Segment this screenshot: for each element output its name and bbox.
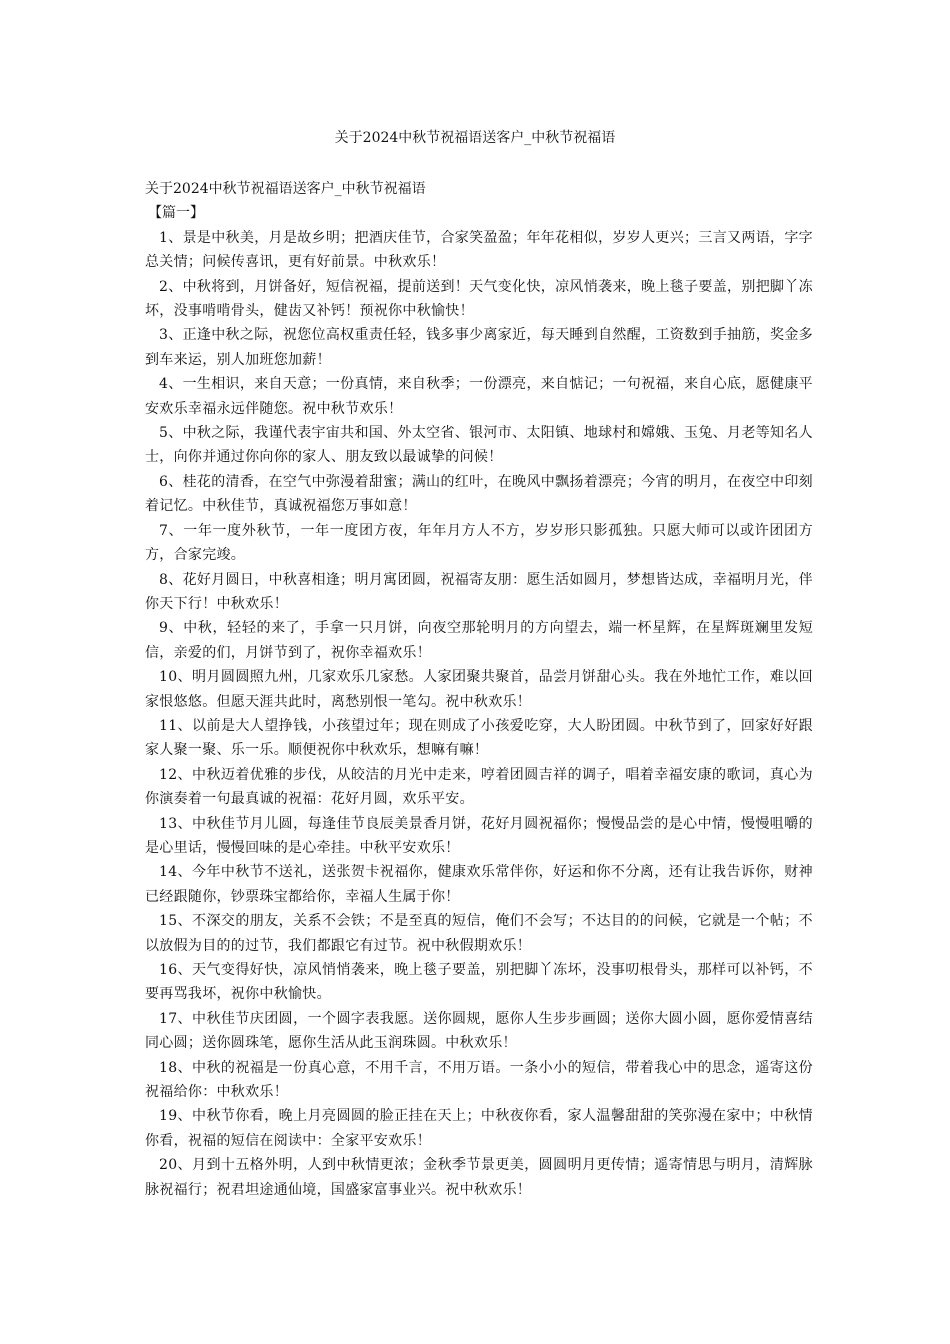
paragraph-13: 13、中秋佳节月儿圆，每逢佳节良辰美景香月饼，花好月圆祝福你；慢慢品尝的是心中情，慢慢咀嚼的是心里话，慢慢回味的是心牵挂。中秋平安欢乐！ <box>145 815 813 856</box>
paragraph-12: 12、中秋迈着优雅的步伐，从皎洁的月光中走来，哼着团圆吉祥的调子，唱着幸福安康的歌词，真心为你演奏着一句最真诚的祝福：花好月圆，欢乐平安。 <box>145 766 813 808</box>
paragraph-16: 16、天气变得好快，凉风悄悄袭来，晚上毯子要盖，别把脚丫冻坏，没事叨根骨头，那样可以补钙，不要再骂我坏，祝你中秋愉快。 <box>145 962 813 1003</box>
paragraph-17: 17、中秋佳节庆团圆，一个圆字表我愿。送你圆规，愿你人生步步画圆；送你大圆小圆，愿你爱情喜结同心圆；送你圆珠笔，愿你生活从此玉润珠圆。中秋欢乐！ <box>145 1010 813 1052</box>
paragraph-14: 14、今年中秋节不送礼，送张贺卡祝福你，健康欢乐常伴你，好运和你不分离，还有让我告诉你，财神已经跟随你，钞票珠宝都给你，幸福人生属于你！ <box>145 864 813 905</box>
paragraph-5: 5、中秋之际，我谨代表宇宙共和国、外太空省、银河市、太阳镇、地球村和嫦娥、玉兔、月老等知名人士，向你并通过你向你的家人、朋友致以最诚挚的问候！ <box>145 425 813 466</box>
paragraph-10: 10、明月圆圆照九州，几家欢乐几家愁。人家团聚共聚首，品尝月饼甜心头。我在外地忙工作，难以回家恨悠悠。但愿天涯共此时，离愁别恨一笔勾。祝中秋欢乐！ <box>145 669 813 710</box>
paragraph-7: 7、一年一度外秋节，一年一度团方夜，年年月方人不方，岁岁形只影孤独。只愿大师可以或许团团方方，合家完竣。 <box>145 522 813 564</box>
document-body <box>145 177 813 1202</box>
paragraph-6: 6、桂花的清香，在空气中弥漫着甜蜜；满山的红叶，在晚风中飘扬着漂亮；今宵的明月，在夜空中印刻着记忆。中秋佳节，真诚祝福您万事如意！ <box>145 473 813 515</box>
paragraph-1: 1、景是中秋美，月是故乡明；把酒庆佳节，合家笑盈盈；年年花相似，岁岁人更兴；三言又两语，字字总关情；问候传喜讯，更有好前景。中秋欢乐！ <box>145 229 813 271</box>
paragraph-18: 18、中秋的祝福是一份真心意，不用千言，不用万语。一条小小的短信，带着我心中的思念，遥寄这份祝福给你：中秋欢乐！ <box>145 1059 813 1101</box>
page-title: 关于2024中秋节祝福语送客户_中秋节祝福语 <box>334 130 616 146</box>
paragraph-15: 15、不深交的朋友，关系不会铁；不是至真的短信，俺们不会写；不达目的的问候，它就是一个帖；不以放假为目的的过节，我们都跟它有过节。祝中秋假期欢乐！ <box>145 913 813 954</box>
paragraph-20: 20、月到十五格外明，人到中秋情更浓；金秋季节景更美，圆圆明月更传情；遥寄情思与明月，清辉脉脉祝福行；祝君坦途通仙境，国盛家富事业兴。祝中秋欢乐！ <box>145 1157 813 1198</box>
paragraph-4: 4、一生相识，来自天意；一份真情，来自秋季；一份漂亮，来自惦记；一句祝福，来自心底，愿健康平安欢乐幸福永远伴随您。祝中秋节欢乐！ <box>145 376 813 417</box>
paragraph-3: 3、正逢中秋之际，祝您位高权重责任轻，钱多事少离家近，每天睡到自然醒，工资数到手抽筋，奖金多到车来运，别人加班您加薪！ <box>145 327 813 368</box>
document-subtitle: 关于2024中秋节祝福语送客户_中秋节祝福语 <box>145 181 426 197</box>
paragraph-19: 19、中秋节你看，晚上月亮圆圆的脸正挂在天上；中秋夜你看，家人温馨甜甜的笑弥漫在家中；中秋情你看，祝福的短信在阅读中：全家平安欢乐！ <box>145 1108 813 1149</box>
paragraph-8: 8、花好月圆日，中秋喜相逢；明月寓团圆，祝福寄友朋：愿生活如圆月，梦想皆达成，幸福明月光，伴你天下行！中秋欢乐！ <box>145 571 813 612</box>
paragraph-11: 11、以前是大人望挣钱，小孩望过年；现在则成了小孩爱吃穿，大人盼团圆。中秋节到了，回家好好跟家人聚一聚、乐一乐。顺便祝你中秋欢乐，想嘛有嘛！ <box>145 717 813 759</box>
section-heading: 【篇一】 <box>148 205 204 222</box>
paragraph-9: 9、中秋，轻轻的来了，手拿一只月饼，向夜空那轮明月的方向望去，端一杯星辉，在星辉斑斓里发短信，亲爱的们，月饼节到了，祝你幸福欢乐！ <box>145 620 813 661</box>
paragraph-2: 2、中秋将到，月饼备好，短信祝福，提前送到！天气变化快，凉风悄袭来，晚上毯子要盖，别把脚丫冻坏，没事啃啃骨头，健齿又补钙！预祝你中秋愉快！ <box>145 278 813 320</box>
